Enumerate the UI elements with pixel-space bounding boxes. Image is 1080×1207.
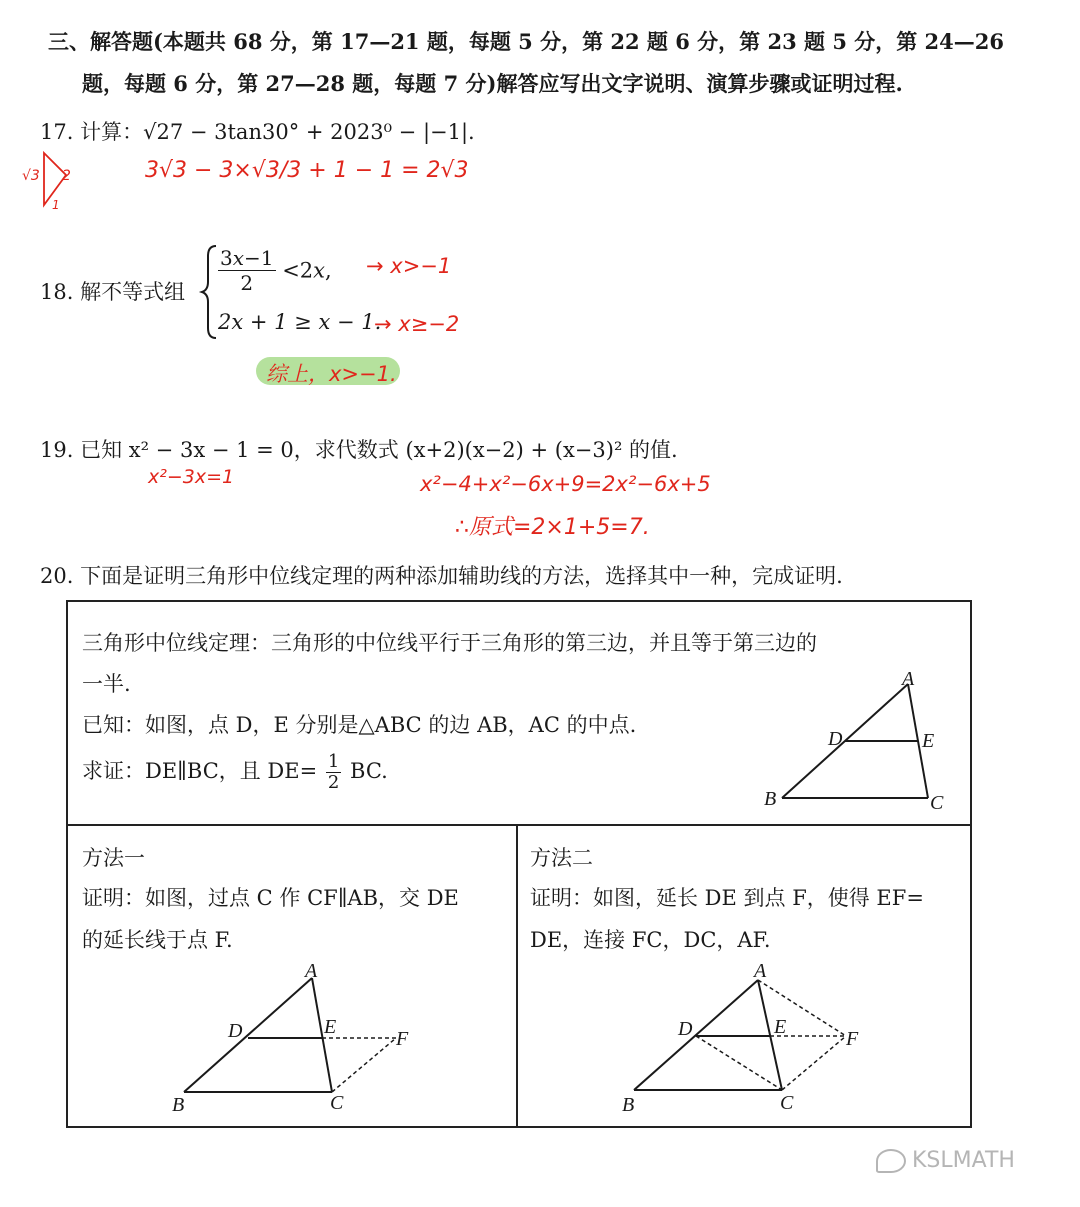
label-A-m2: A — [754, 960, 767, 982]
q19-hw-step-3: ∴原式=2×1+5=7. — [455, 515, 650, 540]
prove-suffix: BC. — [350, 759, 388, 783]
theorem-line-2: 一半. — [82, 672, 131, 696]
box-divider-horizontal — [68, 824, 970, 826]
label-B-m1: B — [172, 1094, 185, 1116]
system-brace — [200, 244, 220, 340]
method-2-line-2: DE，连接 FC，DC，AF. — [530, 928, 771, 952]
label-D-main: D — [828, 728, 843, 750]
sketch-label-1: 1 — [52, 198, 60, 212]
inequality-1: $\frac{3x-1}{2}$ <2x, — [220, 246, 332, 295]
wechat-icon — [876, 1149, 906, 1173]
q18-hw-answer-2: → x≥−2 — [374, 312, 460, 336]
question-17: 17. 计算：√27 − 3tan30° + 2023⁰ − |−1|. — [40, 120, 475, 144]
given-statement: 已知：如图，点 D，E 分别是△ABC 的边 AB，AC 的中点. — [82, 713, 637, 737]
label-E-main: E — [922, 730, 935, 752]
label-F-m1: F — [396, 1028, 409, 1050]
method-1-figure — [172, 968, 412, 1108]
prove-statement — [82, 752, 388, 793]
watermark — [876, 1148, 1015, 1173]
watermark-text: KSLMATH — [912, 1148, 1015, 1173]
fraction-numerator: 1 — [327, 751, 340, 772]
label-B-m2: B — [622, 1094, 635, 1116]
section-heading-line2: 题，每题 6 分，第 27—28 题，每题 7 分)解答应写出文字说明、演算步骤或证明过程. — [82, 71, 903, 96]
method-2-figure — [622, 968, 862, 1108]
label-A-main: A — [902, 668, 915, 690]
fraction-denominator: 2 — [327, 772, 340, 793]
method-2-title: 方法二 — [530, 846, 593, 870]
label-D-m2: D — [678, 1018, 693, 1040]
label-D-m1: D — [228, 1020, 243, 1042]
section-heading-line1: 三、解答题(本题共 68 分，第 17—21 题，每题 5 分，第 22 题 6 分，第 23 题 5 分，第 24—26 — [48, 29, 1005, 54]
method-1-title: 方法一 — [82, 846, 145, 870]
label-C-main: C — [930, 792, 944, 814]
main-triangle-figure — [770, 672, 970, 812]
box-divider-vertical — [516, 826, 518, 1126]
label-A-m1: A — [305, 960, 318, 982]
q19-hw-step-2: x²−4+x²−6x+9=2x²−6x+5 — [420, 472, 711, 496]
label-E-m1: E — [324, 1016, 337, 1038]
sketch-label-2: 2 — [62, 168, 71, 184]
inequality-2: 2x + 1 ≥ x − 1. — [218, 310, 382, 334]
method-1-line-2: 的延长线于点 F. — [82, 928, 233, 952]
q18-hw-conclusion: 综上，x>−1. — [266, 362, 397, 386]
sketch-label-sqrt3: √3 — [22, 168, 40, 184]
question-20: 20. 下面是证明三角形中位线定理的两种添加辅助线的方法，选择其中一种，完成证明. — [40, 564, 843, 588]
question-18: 18. 解不等式组 — [40, 280, 186, 304]
q17-handwritten-answer: 3√3 − 3×√3/3 + 1 − 1 = 2√3 — [145, 158, 469, 183]
label-F-m2: F — [846, 1028, 859, 1050]
method-2-line-1: 证明：如图，延长 DE 到点 F，使得 EF= — [530, 886, 924, 910]
prove-prefix: 求证：DE∥BC，且 DE= — [82, 759, 318, 783]
label-E-m2: E — [774, 1016, 787, 1038]
label-C-m1: C — [330, 1092, 344, 1114]
question-19: 19. 已知 x² − 3x − 1 = 0，求代数式 (x+2)(x−2) + (x−3)² 的值. — [40, 438, 678, 462]
label-B-main: B — [764, 788, 777, 810]
method-1-line-1: 证明：如图，过点 C 作 CF∥AB，交 DE — [82, 886, 459, 910]
label-C-m2: C — [780, 1092, 794, 1114]
q18-hw-answer-1: → x>−1 — [366, 254, 452, 278]
q19-hw-step-1: x²−3x=1 — [148, 466, 235, 488]
theorem-line-1: 三角形中位线定理：三角形的中位线平行于三角形的第三边，并且等于第三边的 — [82, 631, 817, 655]
